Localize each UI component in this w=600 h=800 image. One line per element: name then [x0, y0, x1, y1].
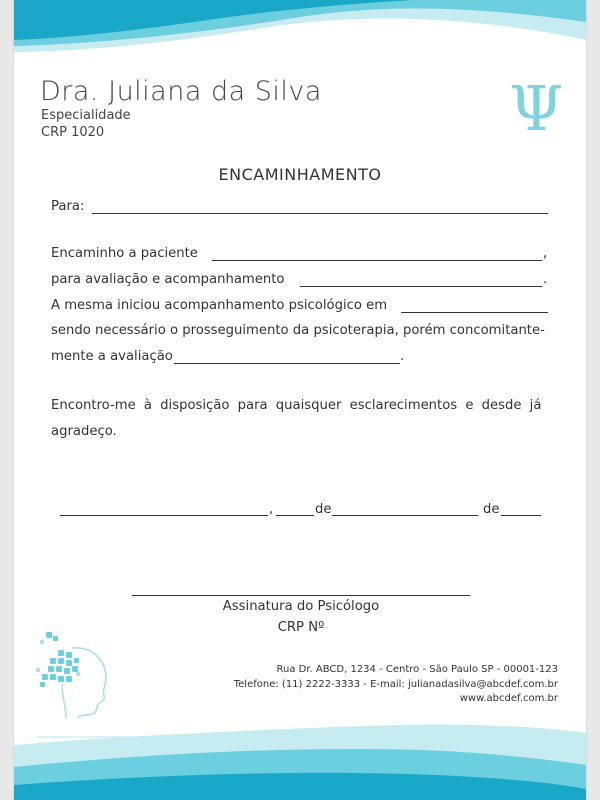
footer-address: Rua Dr. ABCD, 1234 - Centro - São Paulo SP - 00001-123 [276, 664, 558, 675]
closing-line-1: Encontro-me à disposição para quaisquer esclarecimentos e desde já [51, 398, 542, 413]
footer-website[interactable]: www.abcdef.com.br [459, 693, 558, 704]
paragraph-line-3: A mesma iniciou acompanhamento psicológico em [51, 298, 388, 313]
evaluation-blank[interactable] [174, 363, 400, 364]
puzzle-head-icon [36, 628, 116, 720]
year-blank[interactable] [501, 515, 541, 516]
document-title: ENCAMINHAMENTO [218, 165, 382, 184]
signature-crp-label: CRP Nº [277, 620, 325, 635]
date-comma: , [269, 502, 274, 517]
closing-line-2: agradeço. [51, 424, 117, 439]
footer-wave-decoration [14, 715, 586, 800]
evaluation-type-blank[interactable] [300, 286, 542, 287]
paragraph-line-2: para avaliação e acompanhamento [51, 272, 285, 287]
psi-icon: Ψ [509, 72, 564, 145]
date-de-1: de [315, 502, 332, 517]
footer-contact: Telefone: (11) 2222-3333 - E-mail: julianadasilva@abcdef.com.br [233, 679, 558, 690]
header-wave-decoration [14, 0, 586, 60]
line2-period: . [543, 272, 548, 287]
signature-line[interactable] [132, 595, 470, 596]
patient-name-blank[interactable] [212, 260, 542, 261]
specialty-text: Especialidade [41, 108, 131, 123]
paragraph-line-1: Encaminho a paciente [51, 246, 198, 261]
signature-label: Assinatura do Psicólogo [222, 599, 380, 614]
month-blank[interactable] [332, 515, 478, 516]
doctor-name: Dra. Juliana da Silva [40, 76, 322, 107]
paragraph-line-5: mente a avaliação [51, 349, 173, 364]
crp-number: CRP 1020 [41, 125, 105, 140]
date-de-2: de [483, 502, 500, 517]
city-blank[interactable] [60, 515, 268, 516]
line1-comma: , [543, 246, 548, 261]
para-blank-line[interactable] [92, 213, 548, 214]
start-date-blank[interactable] [401, 312, 548, 313]
document-page [14, 0, 586, 800]
paragraph-line-4: sendo necessário o prosseguimento da psicoterapia, porém concomitante- [51, 323, 545, 338]
day-blank[interactable] [276, 515, 314, 516]
line5-period: . [400, 349, 405, 364]
para-label: Para: [51, 199, 85, 214]
